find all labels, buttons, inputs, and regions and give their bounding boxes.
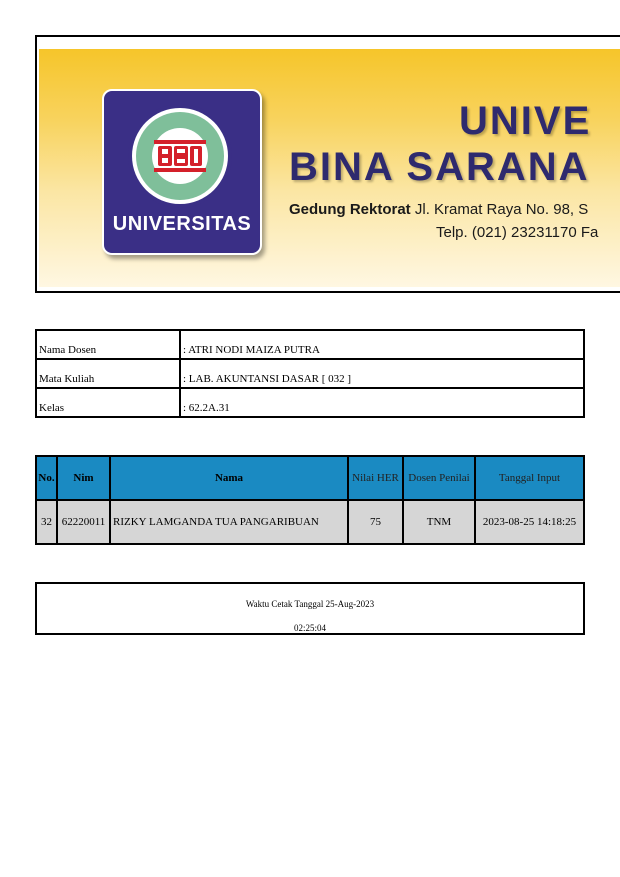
phone-line: Telp. (021) 23231170 Fa (436, 224, 599, 241)
address-street: Jl. Kramat Raya No. 98, S (410, 201, 589, 218)
col-header-tanggal-input: Tanggal Input (475, 456, 584, 500)
address-building: Gedung Rektorat (289, 201, 411, 218)
info-row-lecturer (36, 330, 584, 359)
col-header-nim: Nim (57, 456, 110, 500)
university-logo (102, 89, 262, 255)
info-row-class (36, 388, 584, 417)
print-time: 02:25:04 (293, 623, 326, 633)
cell-no: 32 (36, 500, 57, 544)
info-value: : ATRI NODI MAIZA PUTRA (180, 330, 584, 359)
info-label: Kelas (36, 388, 180, 417)
bsi-emblem-icon (122, 101, 238, 211)
info-row-course (36, 359, 584, 388)
info-label: Mata Kuliah (36, 359, 180, 388)
table-row (36, 500, 584, 544)
university-title-line2: BINA SARANA (289, 145, 590, 189)
cell-dosen-penilai: TNM (403, 500, 475, 544)
banner-background (39, 49, 620, 287)
info-value: : 62.2A.31 (180, 388, 584, 417)
col-header-nilai-her: Nilai HER (348, 456, 403, 500)
col-header-dosen-penilai: Dosen Penilai (403, 456, 475, 500)
course-info-table (35, 329, 585, 418)
info-label: Nama Dosen (36, 330, 180, 359)
logo-caption: UNIVERSITAS (112, 213, 252, 235)
address-line (289, 201, 588, 218)
header-banner (35, 35, 620, 293)
info-value: : LAB. AKUNTANSI DASAR [ 032 ] (180, 359, 584, 388)
print-date: Waktu Cetak Tanggal 25-Aug-2023 (245, 599, 375, 609)
col-header-no: No. (36, 456, 57, 500)
cell-nilai-her: 75 (348, 500, 403, 544)
print-time-box (35, 582, 585, 635)
university-title-line1: UNIVE (459, 99, 592, 143)
table-header-row (36, 456, 584, 500)
cell-nim: 62220011 (57, 500, 110, 544)
cell-nama: RIZKY LAMGANDA TUA PANGARIBUAN (110, 500, 348, 544)
col-header-nama: Nama (110, 456, 348, 500)
grade-table (35, 455, 585, 545)
cell-tanggal-input: 2023-08-25 14:18:25 (475, 500, 584, 544)
